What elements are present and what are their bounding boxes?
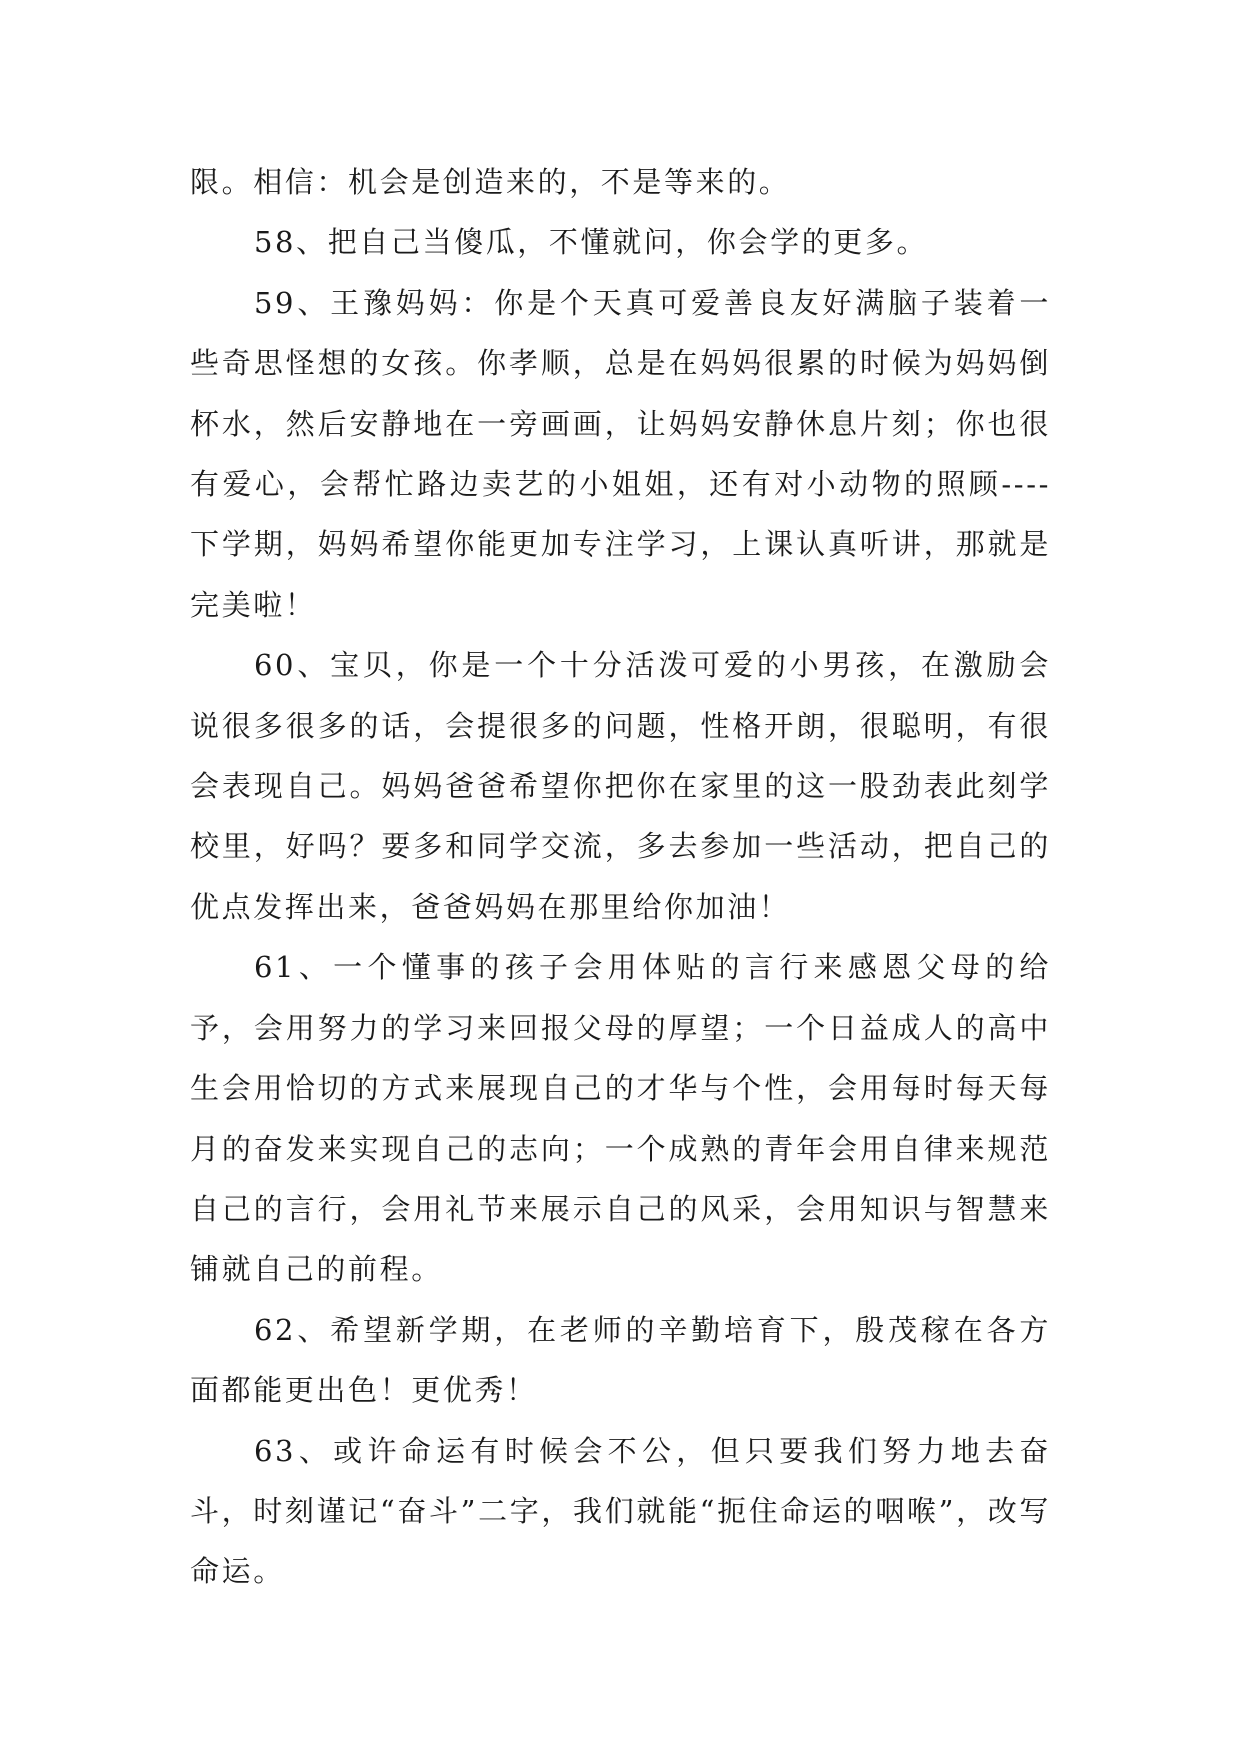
paragraph-60: 60、宝贝，你是一个十分活泼可爱的小男孩，在激励会说很多很多的话，会提很多的问题，性格开朗，很聪明，有很会表现自己。妈妈爸爸希望你把你在家里的这一股劲表此刻学校里，好吗？要多和同学交流，多去参加一些活动，把自己的优点发挥出来，爸爸妈妈在那里给你加油！ [190,648,1051,924]
paragraph-58: 58、把自己当傻瓜，不懂就问，你会学的更多。 [254,225,929,260]
paragraph-continuation: 限。相信：机会是创造来的，不是等来的。 [190,165,791,199]
paragraph-63: 63、或许命运有时候会不公，但只要我们努力地去奋斗，时刻谨记“奋斗”二字，我们就能“扼住命运的咽喉”，改写命运。 [190,1433,1051,1589]
paragraph-62: 62、希望新学期，在老师的辛勤培育下，殷茂稼在各方面都能更出色！更优秀！ [190,1312,1051,1408]
paragraph-61: 61、一个懂事的孩子会用体贴的言行来感恩父母的给予，会用努力的学习来回报父母的厚望；一个日益成人的高中生会用恰切的方式来展现自己的才华与个性，会用每时每天每月的奋发来实现自己的志向；一个成熟的青年会用自律来规范自己的言行，会用礼节来展示自己的风采，会用知识与智慧来铺就自己的前程。 [190,950,1051,1287]
document-body [190,152,1051,1602]
paragraph-59: 59、王豫妈妈：你是个天真可爱善良友好满脑子装着一些奇思怪想的女孩。你孝顺，总是在妈妈很累的时候为妈妈倒杯水，然后安静地在一旁画画，让妈妈安静休息片刻；你也很有爱心，会帮忙路边卖艺的小姐姐，还有对小动物的照顾----下学期，妈妈希望你能更加专注学习，上课认真听讲，那就是完美啦！ [190,285,1051,622]
